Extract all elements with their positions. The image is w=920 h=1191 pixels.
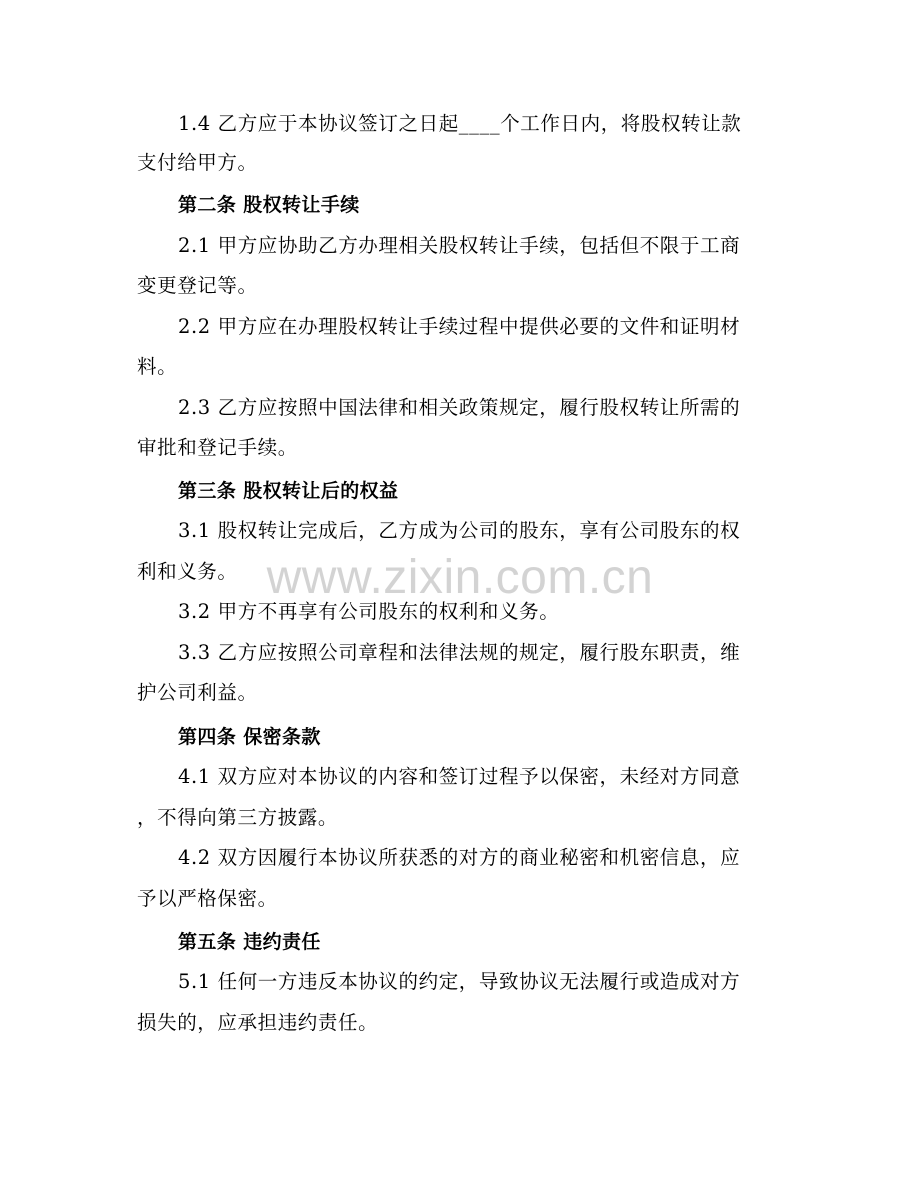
clause-2-1-line-2: 变更登记等。	[137, 274, 258, 297]
clause-3-1-line-1: 3.1 股权转让完成后，乙方成为公司的股东，享有公司股东的权	[178, 519, 741, 542]
clause-3-2-line: 3.2 甲方不再享有公司股东的权利和义务。	[178, 600, 560, 623]
clause-4-2-line-2: 予以严格保密。	[137, 887, 278, 910]
clause-2-3-line-2: 审批和登记手续。	[137, 436, 298, 459]
article-2-heading: 第二条 股权转让手续	[178, 194, 360, 216]
article-3-heading: 第三条 股权转让后的权益	[178, 480, 399, 502]
site-watermark: www.zixin.com.cn	[266, 551, 654, 604]
clause-2-2-line-2: 料。	[137, 355, 178, 378]
clause-2-1-line-1: 2.1 甲方应协助乙方办理相关股权转让手续，包括但不限于工商	[178, 234, 741, 257]
clause-4-1-line-2: ，不得向第三方披露。	[137, 806, 339, 829]
clause-3-1-line-2: 利和义务。	[137, 560, 238, 583]
article-4-heading: 第四条 保密条款	[178, 726, 321, 748]
clause-4-1-line-1: 4.1 双方应对本协议的内容和签订过程予以保密，未经对方同意	[178, 765, 741, 788]
clause-3-3-line-2: 护公司利益。	[137, 681, 258, 704]
clause-5-1-line-1: 5.1 任何一方违反本协议的约定，导致协议无法履行或造成对方	[178, 970, 741, 993]
clause-2-3-line-1: 2.3 乙方应按照中国法律和相关政策规定，履行股权转让所需的	[178, 396, 741, 419]
article-5-heading: 第五条 违约责任	[178, 931, 321, 953]
clause-4-2-line-1: 4.2 双方因履行本协议所获悉的对方的商业秘密和机密信息，应	[178, 846, 741, 869]
clause-5-1-line-2: 损失的，应承担违约责任。	[137, 1011, 379, 1034]
clause-2-2-line-1: 2.2 甲方应在办理股权转让手续过程中提供必要的文件和证明材	[178, 315, 741, 338]
clause-3-3-line-1: 3.3 乙方应按照公司章程和法律法规的规定，履行股东职责，维	[178, 641, 741, 664]
clause-1-4-line-2: 支付给甲方。	[137, 151, 258, 174]
clause-1-4-line-1: 1.4 乙方应于本协议签订之日起____个工作日内，将股权转让款	[178, 112, 742, 135]
